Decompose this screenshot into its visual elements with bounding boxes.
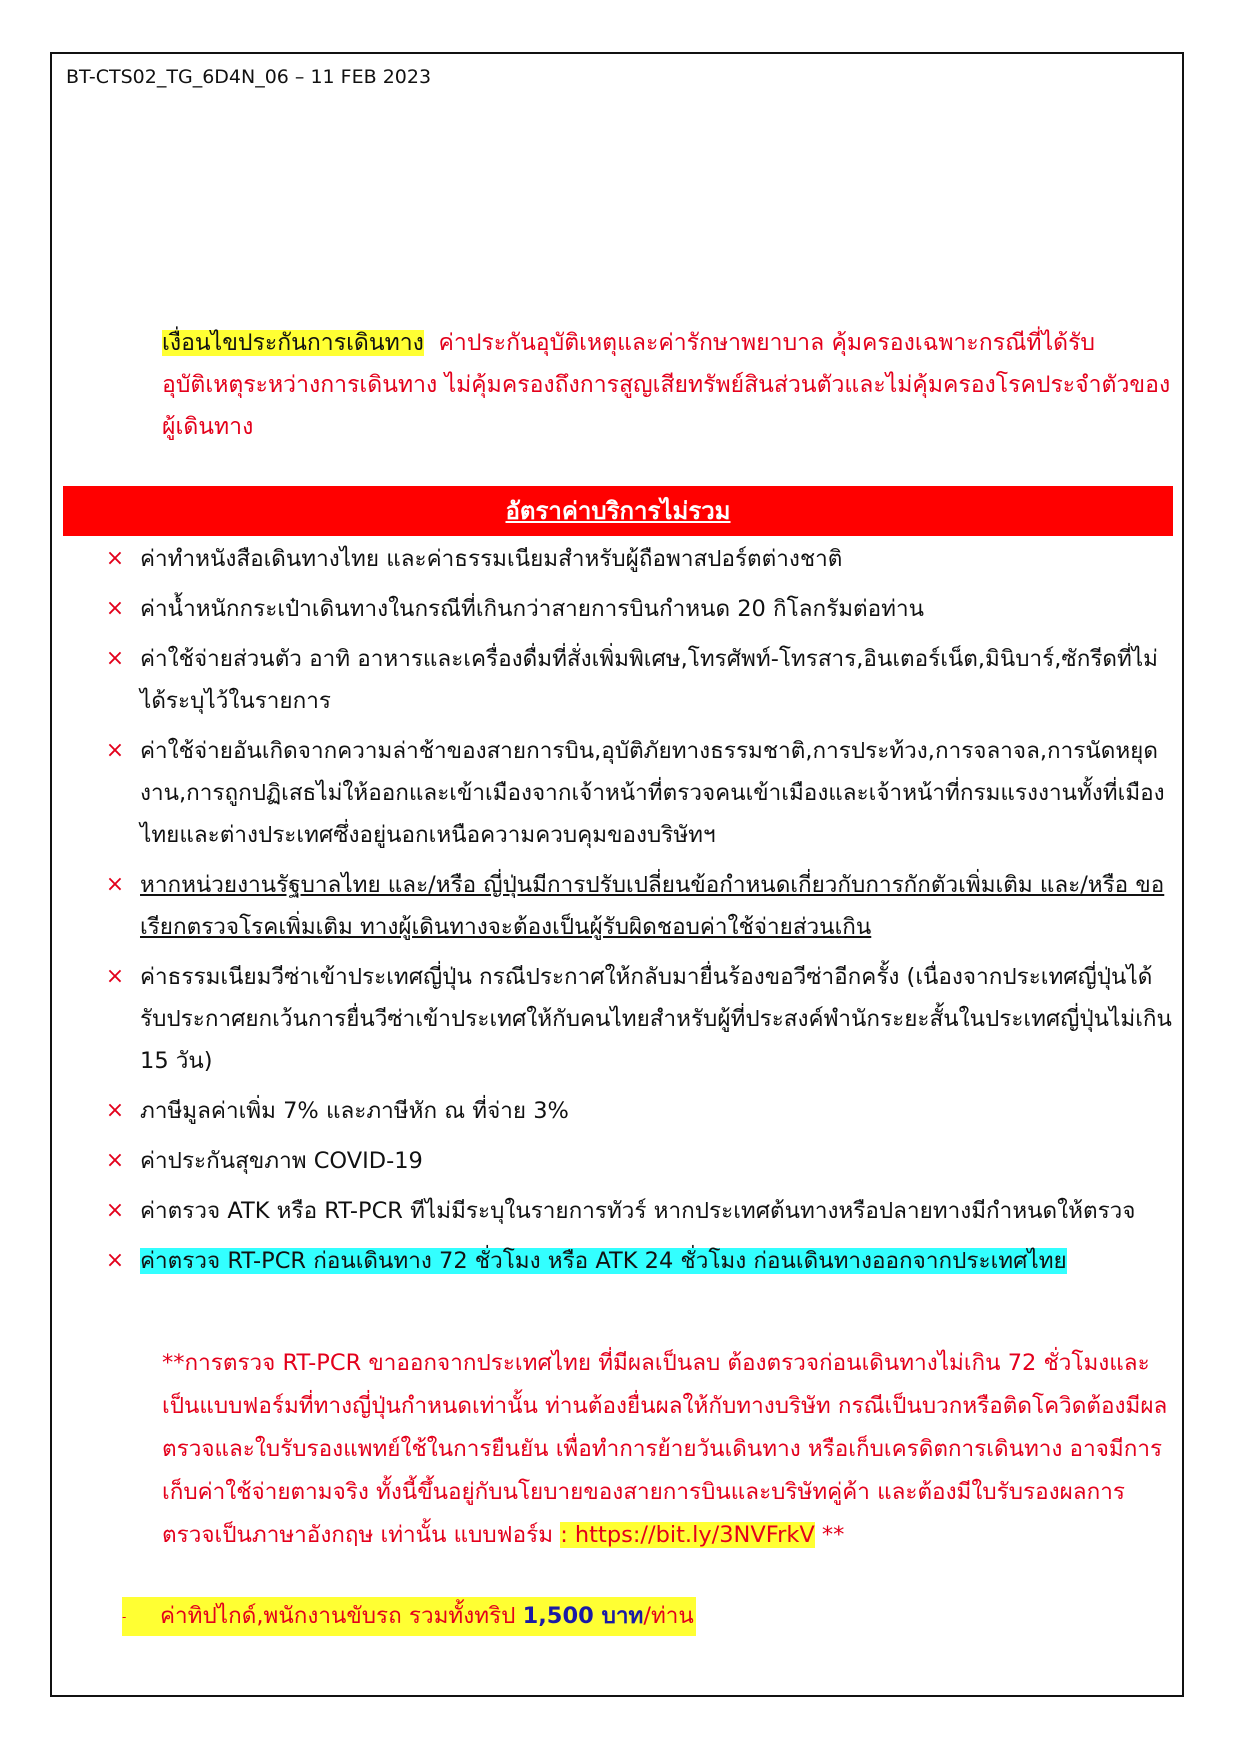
cross-icon: × [105, 872, 125, 897]
exclusion-text: ภาษีมูลค่าเพิ่ม 7% และภาษีหัก ณ ที่จ่าย 3% [140, 1098, 569, 1124]
cross-icon: × [105, 596, 125, 621]
cross-icon: × [105, 1098, 125, 1123]
list-item [90, 588, 1175, 630]
rt-pcr-note [162, 1342, 1174, 1557]
insurance-conditions-text: ค่าประกันอุบัติเหตุและค่ารักษาพยาบาล คุ้มครองเฉพาะกรณีที่ได้รับอุบัติเหตุระหว่างการเดินทาง ไม่คุ้มครองถึงการสูญเสียทรัพย์สินส่วนตัวและไม่คุ้มครองโรคประจำตัวของผู้เดินทาง [162, 330, 1171, 440]
exclusion-text: ค่าตรวจ ATK หรือ RT-PCR ทีไม่มีระบุในรายการทัวร์ หากประเทศต้นทางหรือปลายทางมีกำหนดให้ตรวจ [140, 1198, 1136, 1224]
exclusion-text: หากหน่วยงานรัฐบาลไทย และ/หรือ ญี่ปุ่นมีการปรับเปลี่ยนข้อกำหนดเกี่ยวกับการกักตัวเพิ่มเติม และ/หรือ ขอเรียกตรวจโรคเพิ่มเติม ทางผู้เดินทางจะต้องเป็นผู้รับผิดชอบค่าใช้จ่ายส่วนเกิน [140, 872, 1165, 940]
exclusion-text: ค่าธรรมเนียมวีซ่าเข้าประเทศญี่ปุ่น กรณีประกาศให้กลับมายื่นร้องขอวีซ่าอีกครั้ง (เนื่องจากประเทศญี่ปุ่นได้รับประกาศยกเว้นการยื่นวีซ่าเข้าประเทศให้กับคนไทยสำหรับผู้ที่ประสงค์พำนักระยะสั้นในประเทศญี่ปุ่นไม่เกิน 15 วัน) [140, 964, 1172, 1074]
list-item [90, 956, 1175, 1082]
tip-amount: 1,500 บาท [522, 1603, 644, 1629]
cross-icon: × [105, 1148, 125, 1173]
exclusions-list [90, 538, 1175, 1290]
tip-suffix: /ท่าน [643, 1603, 694, 1629]
insurance-conditions-label: เงื่อนไขประกันการเดินทาง [162, 330, 424, 356]
list-item [90, 638, 1175, 722]
exclusion-text: ค่าใช้จ่ายอันเกิดจากความล่าช้าของสายการบิน,อุบัติภัยทางธรรมชาติ,การประท้วง,การจลาจล,การนัดหยุดงาน,การถูกปฏิเสธไม่ให้ออกและเข้าเมืองจากเจ้าหน้าที่ตรวจคนเข้าเมืองและเจ้าหน้าที่กรมแรงงานทั้งที่เมืองไทยและต่างประเทศซึ่งอยู่นอกเหนือความควบคุมของบริษัทฯ [140, 738, 1165, 848]
tip-line [122, 1597, 696, 1636]
rt-pcr-note-suffix: ** [814, 1522, 845, 1548]
rt-pcr-note-text: **การตรวจ RT-PCR ขาออกจากประเทศไทย ที่มีผลเป็นลบ ต้องตรวจก่อนเดินทางไม่เกิน 72 ชั่วโมงและเป็นแบบฟอร์มที่ทางญี่ปุ่นกำหนดเท่านั้น ท่านต้องยื่นผลให้กับทางบริษัท กรณีเป็นบวกหรือติดโควิดต้องมีผลตรวจและใบรับรองแพทย์ใช้ในการยืนยัน เพื่อทำการย้ายวันเดินทาง หรือเก็บเครดิตการเดินทาง อาจมีการเก็บค่าใช้จ่ายตามจริง ทั้งนี้ขึ้นอยู่กับนโยบายของสายการบินและบริษัทคู่ค้า และต้องมีใบรับรองผลการตรวจเป็นภาษาอังกฤษ เท่านั้น แบบฟอร์ม [162, 1350, 1168, 1548]
exclusion-text: ค่าตรวจ RT-PCR ก่อนเดินทาง 72 ชั่วโมง หรือ ATK 24 ชั่วโมง ก่อนเดินทางออกจากประเทศไทย [140, 1248, 1067, 1274]
list-item [90, 730, 1175, 856]
dash-marker: - [122, 1609, 127, 1624]
list-item [90, 538, 1175, 580]
exclusion-text: ค่าทำหนังสือเดินทางไทย และค่าธรรมเนียมสำหรับผู้ถือพาสปอร์ตต่างชาติ [140, 546, 843, 572]
cross-icon: × [105, 1248, 125, 1273]
exclusion-text: ค่าใช้จ่ายส่วนตัว อาทิ อาหารและเครื่องดื่มที่สั่งเพิ่มพิเศษ,โทรศัพท์-โทรสาร,อินเตอร์เน็ต,มินิบาร์,ซักรีดที่ไม่ได้ระบุไว้ในรายการ [140, 646, 1158, 714]
document-id: BT-CTS02_TG_6D4N_06 – 11 FEB 2023 [66, 66, 432, 88]
cross-icon: × [105, 738, 125, 763]
list-item [90, 1190, 1175, 1232]
exclusion-text: ค่าน้ำหนักกระเป๋าเดินทางในกรณีที่เกินกว่าสายการบินกำหนด 20 กิโลกรัมต่อท่าน [140, 596, 925, 622]
cross-icon: × [105, 546, 125, 571]
cross-icon: × [105, 964, 125, 989]
list-item [90, 1240, 1175, 1282]
form-link[interactable]: : https://bit.ly/3NVFrkV [560, 1522, 815, 1548]
list-item [90, 864, 1175, 948]
excluded-rates-banner: อัตราค่าบริการไม่รวม [63, 486, 1173, 536]
tip-text: ค่าทิปไกด์,พนักงานขับรถ รวมทั้งทริป [160, 1603, 523, 1629]
cross-icon: × [105, 646, 125, 671]
insurance-conditions [162, 322, 1174, 448]
cross-icon: × [105, 1198, 125, 1223]
exclusion-text: ค่าประกันสุขภาพ COVID-19 [140, 1148, 423, 1174]
list-item [90, 1090, 1175, 1132]
list-item [90, 1140, 1175, 1182]
